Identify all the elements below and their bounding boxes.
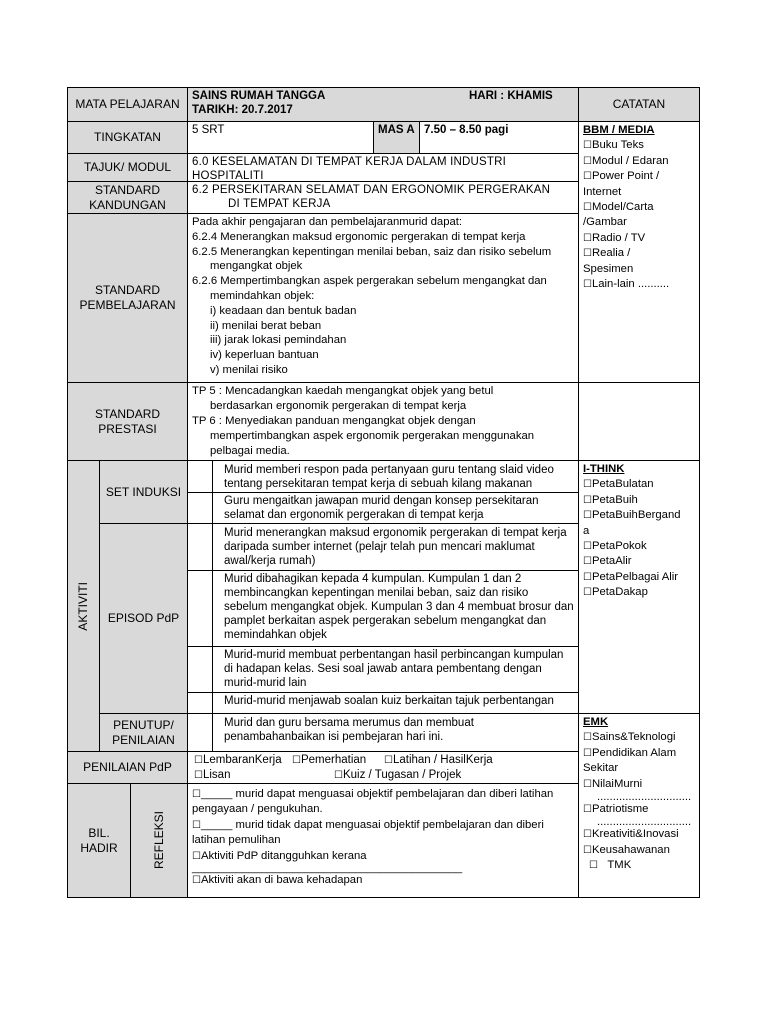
tp-line: pelbagai media.: [210, 445, 290, 457]
tingkatan-text: TINGKATAN: [94, 130, 161, 144]
ithink-item[interactable]: [583, 585, 695, 600]
standard-prestasi-label: [67, 382, 188, 461]
checkbox-pemerhatian[interactable]: [292, 753, 366, 768]
penutup-text: PENUTUP/ PENILAIAN: [112, 717, 175, 747]
option-label: Lisan: [202, 769, 231, 781]
option-label: LembaranKerja: [202, 754, 282, 766]
tingkatan-label: [67, 121, 188, 154]
bbm-item-label: Buku Teks: [591, 139, 644, 152]
list-item: [188, 646, 578, 693]
masa-text: MAS A: [378, 124, 415, 136]
emk-item-label: Patriotisme: [591, 803, 649, 816]
refleksi-text-6: Aktiviti akan di bawa kehadapan: [200, 874, 363, 887]
sp-item: v) menilai risiko: [210, 363, 288, 376]
list-item: [188, 524, 578, 571]
refleksi-line[interactable]: [192, 787, 574, 802]
ithink-item[interactable]: [583, 554, 695, 569]
set-induksi-label: [99, 460, 188, 524]
emk-item-label: NilaiMurni: [591, 777, 643, 790]
catatan-ithink: [578, 460, 700, 714]
emk-item[interactable]: [583, 777, 695, 792]
catatan-label: [578, 87, 700, 122]
checkbox-latihan[interactable]: [384, 753, 493, 768]
checkbox-lisan[interactable]: [194, 768, 230, 783]
bbm-item[interactable]: [583, 169, 695, 184]
sp-item: 6.2.5 Menerangkan kepentingan menilai beban, saiz dan risiko sebelum: [192, 245, 552, 258]
sp-item: 6.2.4 Menerangkan maksud ergonomic pergerakan di tempat kerja: [192, 230, 526, 243]
tp-line: TP 6 : Menyediakan panduan mengangkat objek dengan: [192, 415, 476, 427]
ithink-item-label: PetaPelbagai Alir: [591, 570, 679, 583]
option-label: Pemerhatian: [300, 754, 367, 766]
ithink-item[interactable]: [583, 508, 695, 523]
emk-item-cont: ..............................: [597, 816, 692, 829]
bbm-item-label: Realia /: [591, 247, 631, 260]
standard-kandungan-label: [67, 181, 188, 214]
standard-pembelajaran-label: [67, 213, 188, 383]
bbm-item-label: Power Point /: [591, 170, 660, 183]
bil-hadir-label: [67, 783, 131, 898]
column-divider: [212, 524, 213, 714]
option-label: Kuiz / Tugasan / Projek: [342, 769, 462, 781]
standard-pembelajaran-value: [187, 213, 579, 383]
checkbox-kuiz[interactable]: [334, 768, 461, 783]
ithink-item[interactable]: [583, 493, 695, 508]
refleksi-value: [187, 783, 579, 898]
sp-item: i) keadaan dan bentuk badan: [210, 304, 357, 317]
emk-item[interactable]: [583, 730, 695, 745]
set-induksi-text: SET INDUKSI: [105, 484, 182, 499]
refleksi-text-4: Aktiviti PdP ditangguhkan kerana: [200, 849, 367, 862]
ithink-item-cont: a: [583, 524, 590, 537]
episod-list: [187, 523, 579, 714]
checkbox-lembaran-kerja[interactable]: [194, 753, 282, 768]
bbm-item-label: Lain-lain ..........: [591, 278, 670, 291]
masa-label: [373, 121, 420, 154]
list-item: [188, 714, 578, 752]
episod-item-text: Murid dibahagikan kepada 4 kumpulan. Kumpulan 1 dan 2 membincangkan kepentingan menilai beban, saiz dan risiko sebelum mengangkat objek. Kumpulan 3 dan 4 membuat brosur dan pamplet berkaitan aspek pergerakan sebelum mengangkat dan memindahkan objek: [224, 573, 574, 641]
sp-intro: Pada akhir pengajaran dan pembelajaranmurid dapat:: [192, 216, 463, 228]
tajuk-text: TAJUK/ MODUL: [83, 160, 172, 174]
episod-item-text: Murid-murid menjawab soalan kuiz berkaitan tajuk perbentangan: [224, 695, 554, 707]
set-induksi-item-text: Guru mengaitkan jawapan murid dengan konsep persekitaran selamat dan ergonomik pergerakan di tempat kerja: [224, 495, 539, 521]
catatan-emk: [578, 713, 700, 898]
refleksi-text: REFLEKSI: [151, 811, 166, 870]
emk-item[interactable]: [583, 802, 695, 817]
ithink-item-label: PetaAlir: [591, 555, 632, 568]
tp-line: mempertimbangkan aspek ergonomik pergerakan menggunakan: [210, 430, 535, 442]
date: TARIKH: 20.7.2017: [192, 104, 293, 116]
bbm-item-cont: /Gambar: [583, 216, 627, 229]
bbm-item-cont: Spesimen: [583, 262, 634, 275]
ithink-item-label: PetaBuih: [591, 493, 638, 506]
emk-item-label: TMK: [607, 859, 632, 872]
sp-item: iv) keperluan bantuan: [210, 349, 319, 362]
emk-item[interactable]: [583, 858, 695, 873]
refleksi-line: ___________________________________________: [192, 862, 463, 875]
sp-item: memindahkan objek:: [210, 289, 315, 302]
subject-cell: [187, 87, 579, 122]
emk-item[interactable]: [583, 827, 695, 842]
bil-hadir-text: BIL. HADIR: [80, 825, 118, 855]
mata-pelajaran-text: MATA PELAJARAN: [75, 97, 180, 111]
bbm-item-label: Radio / TV: [591, 231, 646, 244]
standard-pembelajaran-text: STANDARD PEMBELAJARAN: [79, 283, 176, 312]
tajuk-value-text: 6.0 KESELAMATAN DI TEMPAT KERJA DALAM INDUSTRI HOSPITALITI: [192, 156, 507, 182]
set-induksi-list: [187, 460, 579, 524]
emk-item[interactable]: [583, 843, 695, 858]
refleksi-text-2: _____ murid tidak dapat menguasai objektif pembelajaran dan diberi: [200, 818, 544, 831]
sp-item: ii) menilai berat beban: [210, 319, 322, 332]
refleksi-line[interactable]: [192, 818, 574, 833]
tp-line: berdasarkan ergonomik pergerakan di tempat kerja: [210, 400, 467, 412]
tingkatan-value-text: 5 SRT: [192, 124, 225, 136]
bbm-item-label: Model/Carta: [591, 201, 654, 214]
episod-text: EPISOD PdP: [107, 611, 180, 625]
ithink-item-label: PetaBuihBergand: [591, 509, 681, 522]
aktiviti-text: AKTIVITI: [76, 581, 90, 631]
sp-item: iii) jarak lokasi pemindahan: [210, 334, 347, 347]
penilaian-options: [187, 751, 579, 784]
emk-item-label: Sains&Teknologi: [591, 731, 676, 744]
ithink-item[interactable]: [583, 570, 695, 585]
refleksi-line: pengayaan / pengukuhan.: [192, 803, 323, 816]
tajuk-value: [187, 153, 579, 182]
bbm-item[interactable]: [583, 231, 695, 246]
standard-kandungan-value: [187, 181, 579, 214]
penutup-label: [99, 713, 188, 752]
bbm-item[interactable]: [583, 246, 695, 261]
masa-value: [419, 121, 579, 154]
mata-pelajaran-label: [67, 87, 188, 122]
sp-item: 6.2.6 Mempertimbangkan aspek pergerakan sebelum mengangkat dan: [192, 275, 547, 288]
masa-value-text: 7.50 – 8.50 pagi: [424, 124, 509, 136]
refleksi-label: [130, 783, 188, 898]
standard-kandungan-line1: 6.2 PERSEKITARAN SELAMAT DAN ERGONOMIK PERGERAKAN: [192, 184, 551, 196]
penutup-value: [187, 713, 579, 752]
bbm-item[interactable]: [583, 200, 695, 215]
list-item: [188, 461, 578, 493]
ithink-title: I-THINK: [583, 463, 625, 475]
emk-item-cont: ..............................: [597, 791, 692, 804]
sp-item: mengangkat objek: [210, 260, 303, 273]
emk-item[interactable]: [583, 746, 695, 761]
ithink-item-label: PetaPokok: [591, 540, 647, 553]
bbm-item[interactable]: [583, 138, 695, 153]
bbm-item[interactable]: [583, 277, 695, 292]
catatan-empty: [578, 382, 700, 461]
penilaian-text: PENILAIAN PdP: [83, 760, 172, 774]
emk-item-label: Kreativiti&Inovasi: [591, 828, 679, 841]
ithink-item-label: PetaBulatan: [591, 478, 654, 491]
day: HARI : KHAMIS: [469, 90, 553, 102]
emk-item-label: Keusahawanan: [591, 843, 670, 856]
emk-title: EMK: [583, 716, 609, 728]
bbm-item-cont: Internet: [583, 185, 622, 198]
ithink-item[interactable]: [583, 477, 695, 492]
catatan-text: CATATAN: [612, 97, 666, 111]
list-item: [188, 692, 578, 714]
refleksi-line[interactable]: [192, 873, 574, 888]
tp-line: TP 5 : Mencadangkan kaedah mengangkat objek yang betul: [192, 385, 494, 397]
list-item: [188, 492, 578, 524]
ithink-item-label: PetaDakap: [591, 586, 648, 599]
set-induksi-item-text: Murid memberi respon pada pertanyaan guru tentang slaid video tentang persekitaran tempat kerja di sebuah kilang makanan: [224, 464, 554, 490]
emk-item-cont: Sekitar: [583, 762, 619, 775]
column-divider: [212, 714, 213, 752]
penutup-item-text: Murid dan guru bersama merumus dan membuat penambahanbaikan isi pembejaran hari ini.: [224, 717, 474, 743]
emk-item-label: Pendidikan Alam: [591, 746, 677, 759]
bbm-title: BBM / MEDIA: [583, 124, 655, 136]
ithink-item[interactable]: [583, 539, 695, 554]
subject: SAINS RUMAH TANGGA: [192, 90, 326, 102]
standard-kandungan-text: STANDARD KANDUNGAN: [89, 182, 166, 212]
column-divider: [212, 461, 213, 524]
episod-label: [99, 523, 188, 714]
standard-kandungan-line2: DI TEMPAT KERJA: [228, 198, 331, 210]
tajuk-label: [67, 153, 188, 182]
option-label: Latihan / HasilKerja: [392, 754, 493, 766]
refleksi-line: latihan pemulihan: [192, 834, 281, 847]
tingkatan-value: [187, 121, 374, 154]
bbm-item[interactable]: [583, 154, 695, 169]
standard-prestasi-value: [187, 382, 579, 461]
catatan-bbm: [578, 121, 700, 383]
penilaian-label: [67, 751, 188, 784]
episod-item-text: Murid menerangkan maksud ergonomik pergerakan di tempat kerja daripada sumber internet (pelajr telah pun mencari maklumat awal/kerja rumah): [224, 527, 567, 567]
standard-prestasi-text: STANDARD PRESTASI: [94, 406, 161, 436]
refleksi-text-0: _____ murid dapat menguasai objektif pembelajaran dan diberi latihan: [200, 788, 554, 800]
list-item: [188, 570, 578, 647]
bbm-item-label: Modul / Edaran: [591, 154, 669, 167]
aktiviti-label: [67, 460, 100, 752]
episod-item-text: Murid-murid membuat perbentangan hasil perbincangan kumpulan di hadapan kelas. Sesi soal jawab antara pembentang dengan murid-murid lain: [224, 649, 564, 689]
